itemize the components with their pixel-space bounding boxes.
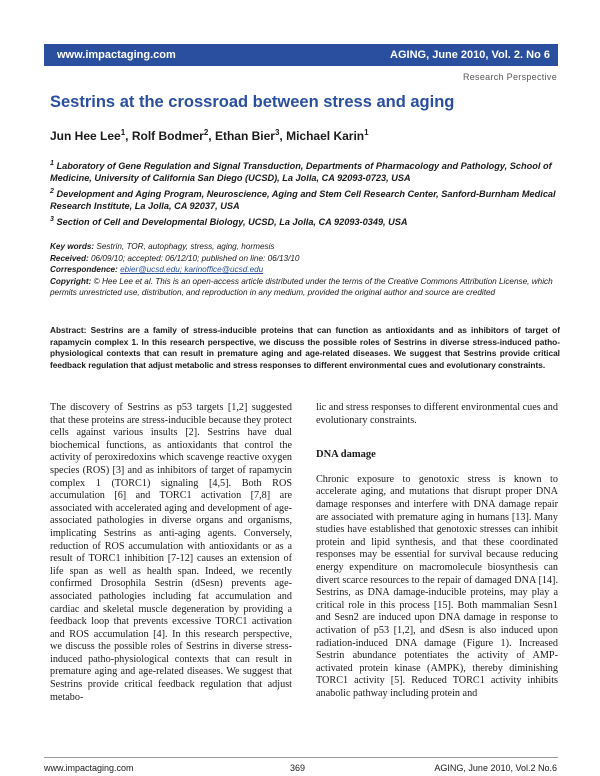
article-title: Sestrins at the crossroad between stress and aging	[50, 93, 455, 111]
body-paragraph: lic and stress responses to different environmental cues and evolutionary constraints.	[316, 402, 558, 426]
abstract: Abstract: Sestrins are a family of stress-inducible proteins that can function as antioxidants and as inhibitors of target of rapamycin complex 1. In this research perspective, we discuss the possible roles of Sestrins in diverse stress-induced patho-physiological contexts that can result in premature aging and age-related diseases. We suggest that Sestrins provide critical feedback regulation that adjust metabolic and stress responses to different environmental cues and evolutionary constraints.	[50, 325, 560, 370]
body-paragraph: The discovery of Sestrins as p53 targets [1,2] suggested that these proteins are stress-inducible because they protect cells against various insults [2]. Sestrins have dual biochemical functions, as antioxidants that control the activity of peroxiredoxins which scavenge reactive oxygen species (ROS) [3] and as inhibitors of target of rapamycin complex 1 (TORC1) signaling [4,5]. Both ROS accumulation [6] and TORC1 activation [7,8] are associated with accelerated aging and development of age-associated pathologies in diverse organs and organisms, implicating Sestrins as anti-aging agents. Conversely, reduction of ROS accumulation with antioxidants or as a result of TORC1 inhibition [7-12] causes an extension of life span as well as health span. Indeed, we recently confirmed Drosophila Sestrin (dSesn) prevents age-associated pathologies including fat accumulation and cardiac and skeletal muscle degeneration by providing a feedback loop that prevents excessive TORC1 activation and ROS accumulation [4]. In this research perspective, we discuss the possible roles of Sestrins in diverse stress-induced patho-physiological contexts that can result in premature aging and age-related diseases. We suggest that Sestrins provide critical feedback regulation that adjust metabo-	[50, 402, 292, 703]
dates-line	[50, 253, 560, 265]
footer-journal-issue: AGING, June 2010, Vol.2 No.6	[434, 763, 557, 773]
footer-url-link[interactable]: www.impactaging.com	[44, 763, 134, 773]
keywords-value: Sestrin, TOR, autophagy, stress, aging, hormesis	[96, 242, 275, 251]
affiliation-text: Section of Cell and Developmental Biology, UCSD, La Jolla, CA 92093-0349, USA	[56, 217, 408, 228]
author-affiliation-marker: 1	[120, 128, 126, 137]
section-heading: DNA damage	[316, 449, 376, 461]
affiliation-marker: 1	[50, 160, 54, 167]
section-label: Research Perspective	[462, 72, 557, 82]
copyright-line	[50, 276, 560, 299]
author-name: Rolf Bodmer	[131, 129, 204, 143]
correspondence-email-link[interactable]: ebier@ucsd.edu; karinoffice@ucsd.edu	[120, 265, 264, 274]
body-column-left	[50, 402, 292, 704]
affiliation-item	[50, 158, 560, 184]
author-name: Ethan Bier	[214, 129, 275, 143]
affiliation-list	[50, 158, 560, 230]
author-list: Jun Hee Lee$^1$, Rolf Bodmer$^2$, Ethan Bier$^3$, Michael Karin$^1$	[50, 128, 369, 143]
correspondence-line	[50, 264, 560, 276]
footer-divider	[44, 757, 558, 758]
copyright-text: © Hee Lee et al. This is an open-access article distributed under the terms of the Creative Commons Attribution License, which permits unrestricted use, distribution, and reproduction in any medium, provided the original author and source are credited	[50, 276, 553, 297]
journal-header-bar	[44, 44, 558, 66]
received-label: Received:	[50, 253, 89, 263]
keywords-label: Key words:	[50, 242, 95, 251]
header-journal-issue: AGING, June 2010, Vol. 2. No 6	[390, 49, 550, 61]
author-affiliation-marker: 3	[274, 128, 280, 137]
affiliation-item	[50, 214, 560, 228]
author-name: Michael Karin	[286, 129, 365, 143]
keywords-line	[50, 241, 560, 253]
copyright-label: Copyright:	[50, 276, 92, 286]
body-column-right	[316, 402, 558, 700]
author-affiliation-marker: 2	[203, 128, 209, 137]
page-number: 369	[290, 763, 306, 773]
correspondence-label: Correspondence:	[50, 265, 118, 274]
header-url-link[interactable]: www.impactaging.com	[57, 49, 176, 61]
affiliation-text: Laboratory of Gene Regulation and Signal Transduction, Departments of Pharmacology and Pathology, School of Medicine, University of California San Diego (UCSD), La Jolla, CA 92093-0723, USA	[50, 161, 552, 184]
body-paragraph: Chronic exposure to genotoxic stress is known to accelerate aging, and mutations that disrupt proper DNA damage responses and interfere with DNA damage repair are associated with premature aging in humans [13]. Many studies have established that genotoxic stresses can inhibit protein and lipid synthesis, and that these coordinated responses may be essential for survival because reducing energy expenditure on macromolecule biosynthesis can divert scarce resources to the repair of damaged DNA [14]. Sestrins, as DNA damage-inducible proteins, may play a critical role in this process [15]. Both mammalian Sesn1 and Sesn2 are induced upon DNA damage in response to activation of p53 [1,2], and dSesn is also induced upon radiation-induced DNA damage (Figure 1). Increased Sestrin abundance potentiates the activity of AMP-activated protein kinase (AMPK), thereby diminishing TORC1 activity [5]. Reduced TORC1 activity inhibits anabolic pathway including protein and	[316, 473, 558, 699]
author-affiliation-marker: 1	[364, 128, 369, 137]
article-metadata	[50, 241, 560, 299]
affiliation-item	[50, 186, 560, 212]
affiliation-marker: 3	[50, 216, 54, 224]
affiliation-marker: 2	[50, 188, 54, 196]
dates-value: 06/09/10; accepted: 06/12/10; published on line: 06/13/10	[90, 253, 300, 263]
affiliation-text: Development and Aging Program, Neuroscience, Aging and Stem Cell Research Center, Sanford-Burnham Medical Research Institute, La Jolla, CA 92037, USA	[50, 189, 556, 212]
author-name: Jun Hee Lee	[50, 129, 121, 143]
